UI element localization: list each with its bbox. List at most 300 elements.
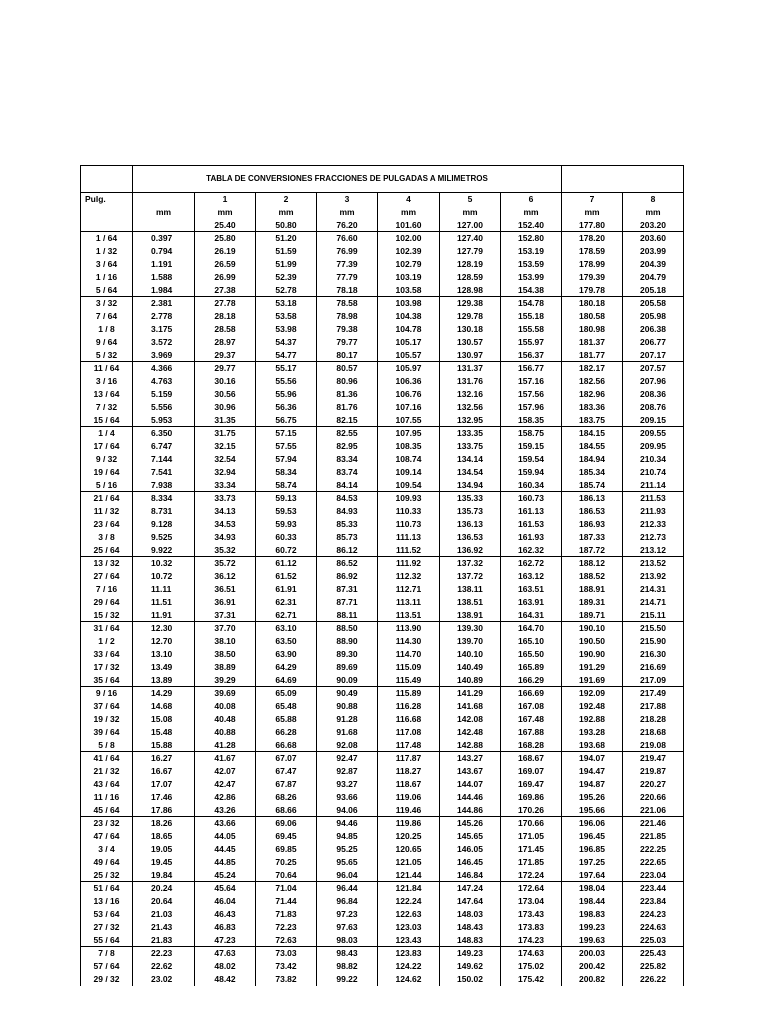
table-row [81,284,684,297]
mm-value-cell: 67.07 [256,752,317,765]
mm-value-cell: 0.397 [151,233,173,244]
table-row [81,778,684,791]
mm-value-cell: 94.85 [317,830,378,843]
mm-value-cell: 141.29 [440,687,501,700]
mm-value-cell: 124.62 [378,973,440,986]
mm-value-cell: 191.69 [562,674,623,687]
mm-value-cell: 22.23 [151,948,173,959]
mm-value-cell: 133.35 [440,427,501,440]
mm-value-cell: 199.23 [562,921,623,934]
mm-value-cell: 48.42 [195,973,256,986]
mm-value-cell: 164.70 [501,622,562,635]
mm-value-cell: 41.28 [195,739,256,752]
mm-value-cell: 180.18 [562,297,623,310]
mm-value-cell: 83.74 [317,466,378,479]
mm-value-cell: 158.35 [501,414,562,427]
fraction-cell: 3 / 8 [81,531,133,544]
fraction-cell: 19 / 64 [81,466,133,479]
mm-value-cell: 21.83 [133,934,195,947]
mm-value-cell: 47.23 [195,934,256,947]
mm-value-cell: 113.11 [378,596,440,609]
mm-value-cell: 137.32 [440,557,501,570]
mm-value-cell: 68.26 [256,791,317,804]
mm-value-cell: 175.02 [501,960,562,973]
mm-value-cell: 17.86 [133,804,195,817]
mm-value-cell: 43.26 [195,804,256,817]
mm-value-cell: 32.15 [195,440,256,453]
mm-value-cell: 134.14 [440,453,501,466]
fraction-cell: 21 / 64 [81,492,133,505]
mm-value-cell: 22.62 [151,961,173,971]
mm-value-cell: 222.65 [623,856,684,869]
mm-value-cell: 53.18 [256,297,317,310]
table-row [81,817,684,830]
mm-value-cell: 166.29 [501,674,562,687]
mm-value-cell: 221.85 [623,830,684,843]
mm-value-cell: 209.95 [623,440,684,453]
col-header: 4 [378,193,440,206]
mm-value-cell: 7.541 [151,467,173,477]
mm-value-cell: 79.77 [317,336,378,349]
fraction-cell: 25 / 64 [81,544,133,557]
mm-value-cell: 80.57 [317,362,378,375]
fraction-cell: 9 / 16 [81,687,133,700]
mm-value-cell: 210.74 [623,466,684,479]
mm-value-cell: 11.51 [151,597,172,607]
mm-value-cell: 140.49 [440,661,501,674]
mm-value-cell: 165.89 [501,661,562,674]
mm-value-cell: 131.76 [440,375,501,388]
table-row [81,388,684,401]
table-row [81,453,684,466]
mm-value-cell: 107.55 [378,414,440,427]
mm-value-cell: 76.99 [317,245,378,258]
mm-value-cell: 155.18 [501,310,562,323]
mm-value-cell: 138.11 [440,583,501,596]
mm-value-cell: 61.91 [256,583,317,596]
unit-label: mm [562,206,623,219]
mm-value-cell: 27.38 [195,284,256,297]
table-row [81,492,684,505]
table-row [81,882,684,895]
col-header [133,193,195,206]
unit-label: mm [440,206,501,219]
mm-value-cell: 211.53 [623,492,684,505]
mm-value-cell: 219.87 [623,765,684,778]
fraction-cell: 17 / 64 [81,440,133,453]
mm-value-cell: 128.19 [440,258,501,271]
mm-value-cell: 130.18 [440,323,501,336]
mm-value-cell: 94.06 [317,804,378,817]
fraction-cell: 7 / 64 [81,310,133,323]
mm-value-cell: 190.90 [562,648,623,661]
mm-value-cell: 157.16 [501,375,562,388]
mm-value-cell: 173.04 [501,895,562,908]
mm-value-cell: 156.37 [501,349,562,362]
table-row [81,960,684,973]
mm-value-cell: 173.83 [501,921,562,934]
fraction-cell: 3 / 32 [81,297,133,310]
fraction-cell: 15 / 64 [81,414,133,427]
mm-value-cell: 221.06 [623,804,684,817]
mm-value-cell: 38.50 [195,648,256,661]
mm-value-cell: 196.85 [562,843,623,856]
mm-value-cell: 109.54 [378,479,440,492]
mm-value-cell: 18.26 [151,818,173,829]
mm-value-cell: 52.39 [256,271,317,284]
mm-value-cell: 185.34 [562,466,623,479]
mm-value-cell: 120.25 [378,830,440,843]
mm-value-cell: 26.19 [195,245,256,258]
mm-value-cell: 116.68 [378,713,440,726]
mm-value-cell: 53.58 [256,310,317,323]
base-value: 101.60 [378,219,440,232]
mm-value-cell: 142.48 [440,726,501,739]
fraction-cell: 7 / 32 [81,401,133,414]
mm-value-cell: 28.58 [195,323,256,336]
table-row [81,557,684,570]
mm-value-cell: 45.64 [195,882,256,895]
mm-value-cell: 180.98 [562,323,623,336]
mm-value-cell: 57.15 [256,427,317,440]
mm-value-cell: 8.334 [151,493,173,504]
mm-value-cell: 104.78 [378,323,440,336]
fraction-cell: 33 / 64 [81,648,133,661]
mm-value-cell: 1.191 [151,259,173,269]
mm-value-cell: 187.72 [562,544,623,557]
mm-value-cell: 60.72 [256,544,317,557]
mm-value-cell: 59.53 [256,505,317,518]
mm-value-cell: 118.67 [378,778,440,791]
mm-value-cell: 78.58 [317,297,378,310]
mm-value-cell: 171.85 [501,856,562,869]
mm-value-cell: 107.95 [378,427,440,440]
mm-value-cell: 18.65 [151,831,173,841]
mm-value-cell: 113.90 [378,622,440,635]
mm-value-cell: 203.99 [623,245,684,258]
mm-value-cell: 138.51 [440,596,501,609]
mm-value-cell: 83.34 [317,453,378,466]
mm-value-cell: 84.93 [317,505,378,518]
table-row [81,687,684,700]
fraction-cell: 5 / 32 [81,349,133,362]
table-row [81,466,684,479]
mm-value-cell: 190.50 [562,635,623,648]
mm-value-cell: 159.54 [501,453,562,466]
mm-value-cell: 212.33 [623,518,684,531]
base-value: 203.20 [623,219,684,232]
mm-value-cell: 172.24 [501,869,562,882]
fraction-cell: 51 / 64 [81,882,133,895]
mm-value-cell: 63.50 [256,635,317,648]
mm-value-cell: 210.34 [623,453,684,466]
mm-value-cell: 121.84 [378,882,440,895]
mm-value-cell: 194.47 [562,765,623,778]
mm-value-cell: 93.66 [317,791,378,804]
mm-value-cell: 63.10 [256,622,317,635]
mm-value-cell: 206.38 [623,323,684,336]
fraction-cell: 45 / 64 [81,804,133,817]
mm-value-cell: 128.59 [440,271,501,284]
mm-value-cell: 66.28 [256,726,317,739]
mm-value-cell: 1.588 [151,272,173,282]
table-row [81,544,684,557]
mm-value-cell: 175.42 [501,973,562,986]
mm-value-cell: 119.06 [378,791,440,804]
mm-value-cell: 93.27 [317,778,378,791]
fraction-cell: 41 / 64 [81,752,133,765]
mm-value-cell: 64.69 [256,674,317,687]
mm-value-cell: 154.38 [501,284,562,297]
mm-value-cell: 121.44 [378,869,440,882]
mm-value-cell: 106.36 [378,375,440,388]
fraction-cell: 19 / 32 [81,713,133,726]
mm-value-cell: 90.09 [317,674,378,687]
table-title: TABLA DE CONVERSIONES FRACCIONES DE PULGADAS A MILIMETROS [133,166,562,193]
mm-value-cell: 71.44 [256,895,317,908]
mm-value-cell: 117.08 [378,726,440,739]
mm-value-cell: 159.15 [501,440,562,453]
mm-value-cell: 59.93 [256,518,317,531]
mm-value-cell: 208.36 [623,388,684,401]
mm-value-cell: 112.32 [378,570,440,583]
mm-value-cell: 215.50 [623,622,684,635]
mm-value-cell: 92.87 [317,765,378,778]
mm-value-cell: 65.88 [256,713,317,726]
table-row [81,674,684,687]
mm-value-cell: 35.72 [195,557,256,570]
table-row [81,830,684,843]
mm-value-cell: 169.47 [501,778,562,791]
mm-value-cell: 12.30 [151,623,173,634]
mm-value-cell: 171.05 [501,830,562,843]
mm-value-cell: 157.56 [501,388,562,401]
mm-value-cell: 88.50 [317,622,378,635]
table-row [81,531,684,544]
mm-value-cell: 5.953 [133,414,195,427]
mm-value-cell: 95.25 [317,843,378,856]
mm-value-cell: 122.24 [378,895,440,908]
mm-value-cell: 157.96 [501,401,562,414]
mm-value-cell: 224.63 [623,921,684,934]
mm-value-cell: 36.12 [195,570,256,583]
mm-value-cell: 111.13 [378,531,440,544]
mm-value-cell: 223.44 [623,882,684,895]
mm-value-cell: 225.43 [623,947,684,960]
mm-value-cell: 217.09 [623,674,684,687]
mm-value-cell: 89.69 [317,661,378,674]
mm-value-cell: 178.59 [562,245,623,258]
mm-value-cell: 217.49 [623,687,684,700]
mm-value-cell: 196.06 [562,817,623,830]
mm-value-cell: 147.24 [440,882,501,895]
mm-value-cell: 116.28 [378,700,440,713]
mm-value-cell: 96.84 [317,895,378,908]
table-row [81,232,684,245]
mm-value-cell: 117.48 [378,739,440,752]
fraction-cell: 43 / 64 [81,778,133,791]
mm-value-cell: 225.03 [623,934,684,947]
mm-value-cell: 199.63 [562,934,623,947]
table-row [81,570,684,583]
units-blank [81,206,133,219]
base-value: 76.20 [317,219,378,232]
mm-value-cell: 19.45 [151,857,173,867]
mm-value-cell: 20.24 [151,883,173,894]
mm-value-cell: 161.53 [501,518,562,531]
mm-value-cell: 3.175 [151,324,173,334]
mm-value-cell: 222.25 [623,843,684,856]
mm-value-cell: 143.27 [440,752,501,765]
mm-value-cell: 30.16 [195,375,256,388]
mm-value-cell: 68.66 [256,804,317,817]
mm-value-cell: 20.64 [151,896,173,906]
mm-value-cell: 204.39 [623,258,684,271]
mm-value-cell: 198.44 [562,895,623,908]
mm-value-cell: 76.60 [317,232,378,245]
fraction-cell: 13 / 64 [81,388,133,401]
fraction-cell: 1 / 2 [81,635,133,648]
mm-value-cell: 88.90 [317,635,378,648]
mm-value-cell: 54.37 [256,336,317,349]
fraction-cell: 35 / 64 [81,674,133,687]
mm-value-cell: 98.03 [317,934,378,947]
mm-value-cell: 105.17 [378,336,440,349]
fraction-cell: 27 / 64 [81,570,133,583]
mm-value-cell: 182.17 [562,362,623,375]
mm-value-cell: 167.08 [501,700,562,713]
table-row [81,869,684,882]
mm-value-cell: 99.22 [317,973,378,986]
mm-value-cell: 219.08 [623,739,684,752]
base-value [133,219,195,232]
mm-value-cell: 15.08 [151,714,173,724]
fraction-cell: 13 / 32 [81,557,133,570]
mm-value-cell: 51.59 [256,245,317,258]
mm-value-cell: 207.96 [623,375,684,388]
fraction-cell: 1 / 32 [81,245,133,258]
mm-value-cell: 85.33 [317,518,378,531]
fraction-cell: 7 / 8 [81,947,133,960]
mm-value-cell: 146.45 [440,856,501,869]
mm-value-cell: 215.90 [623,635,684,648]
mm-value-cell: 70.64 [256,869,317,882]
table-row [81,414,684,427]
mm-value-cell: 47.63 [195,947,256,960]
fraction-cell: 23 / 32 [81,817,133,830]
mm-value-cell: 39.29 [195,674,256,687]
mm-value-cell: 57.55 [256,440,317,453]
mm-value-cell: 105.57 [378,349,440,362]
mm-value-cell: 192.48 [562,700,623,713]
mm-value-cell: 167.48 [501,713,562,726]
table-row [81,375,684,388]
mm-value-cell: 73.42 [256,960,317,973]
mm-value-cell: 179.78 [562,284,623,297]
mm-value-cell: 69.06 [256,817,317,830]
mm-value-cell: 102.79 [378,258,440,271]
mm-value-cell: 3.572 [151,337,173,347]
mm-value-cell: 78.98 [317,310,378,323]
mm-value-cell: 57.94 [256,453,317,466]
table-row [81,973,684,986]
mm-value-cell: 102.39 [378,245,440,258]
mm-value-cell: 86.52 [317,557,378,570]
mm-value-cell: 72.23 [256,921,317,934]
mm-value-cell: 172.64 [501,882,562,895]
mm-value-cell: 203.60 [623,232,684,245]
mm-value-cell: 194.07 [562,752,623,765]
fraction-cell: 9 / 64 [81,336,133,349]
mm-value-cell: 132.56 [440,401,501,414]
mm-value-cell: 188.52 [562,570,623,583]
mm-value-cell: 42.47 [195,778,256,791]
mm-value-cell: 162.72 [501,557,562,570]
mm-value-cell: 69.45 [256,830,317,843]
mm-value-cell: 136.53 [440,531,501,544]
mm-value-cell: 138.91 [440,609,501,622]
mm-value-cell: 88.11 [317,609,378,622]
mm-value-cell: 197.25 [562,856,623,869]
mm-value-cell: 7.144 [151,454,173,464]
table-row [81,583,684,596]
mm-value-cell: 209.15 [623,414,684,427]
mm-value-cell: 82.55 [317,427,378,440]
mm-value-cell: 84.14 [317,479,378,492]
table-row [81,336,684,349]
fraction-cell: 39 / 64 [81,726,133,739]
mm-value-cell: 67.47 [256,765,317,778]
fraction-cell: 5 / 16 [81,479,133,492]
fraction-cell: 27 / 32 [81,921,133,934]
table-row [81,752,684,765]
mm-value-cell: 169.07 [501,765,562,778]
mm-value-cell: 119.46 [378,804,440,817]
mm-value-cell: 39.69 [195,687,256,700]
mm-value-cell: 10.72 [151,571,173,581]
fraction-cell: 57 / 64 [81,960,133,973]
mm-value-cell: 29.77 [195,362,256,375]
mm-value-cell: 115.49 [378,674,440,687]
mm-value-cell: 61.12 [256,557,317,570]
fraction-cell: 23 / 64 [81,518,133,531]
mm-value-cell: 28.18 [195,310,256,323]
fraction-cell: 11 / 64 [81,362,133,375]
table-row [81,908,684,921]
mm-value-cell: 168.28 [501,739,562,752]
mm-value-cell: 174.63 [501,947,562,960]
table-row [81,323,684,336]
unit-label: mm [317,206,378,219]
mm-value-cell: 92.47 [317,752,378,765]
mm-value-cell: 46.04 [195,895,256,908]
mm-value-cell: 220.27 [623,778,684,791]
mm-value-cell: 111.52 [378,544,440,557]
mm-value-cell: 134.54 [440,466,501,479]
mm-value-cell: 30.56 [195,388,256,401]
mm-value-cell: 5.556 [151,402,173,412]
mm-value-cell: 56.36 [256,401,317,414]
mm-value-cell: 32.54 [195,453,256,466]
mm-value-cell: 186.53 [562,505,623,518]
fraction-cell: 5 / 64 [81,284,133,297]
mm-value-cell: 166.69 [501,687,562,700]
fraction-cell: 7 / 16 [81,583,133,596]
table-row [81,661,684,674]
mm-value-cell: 189.31 [562,596,623,609]
mm-value-cell: 204.79 [623,271,684,284]
mm-value-cell: 159.94 [501,466,562,479]
